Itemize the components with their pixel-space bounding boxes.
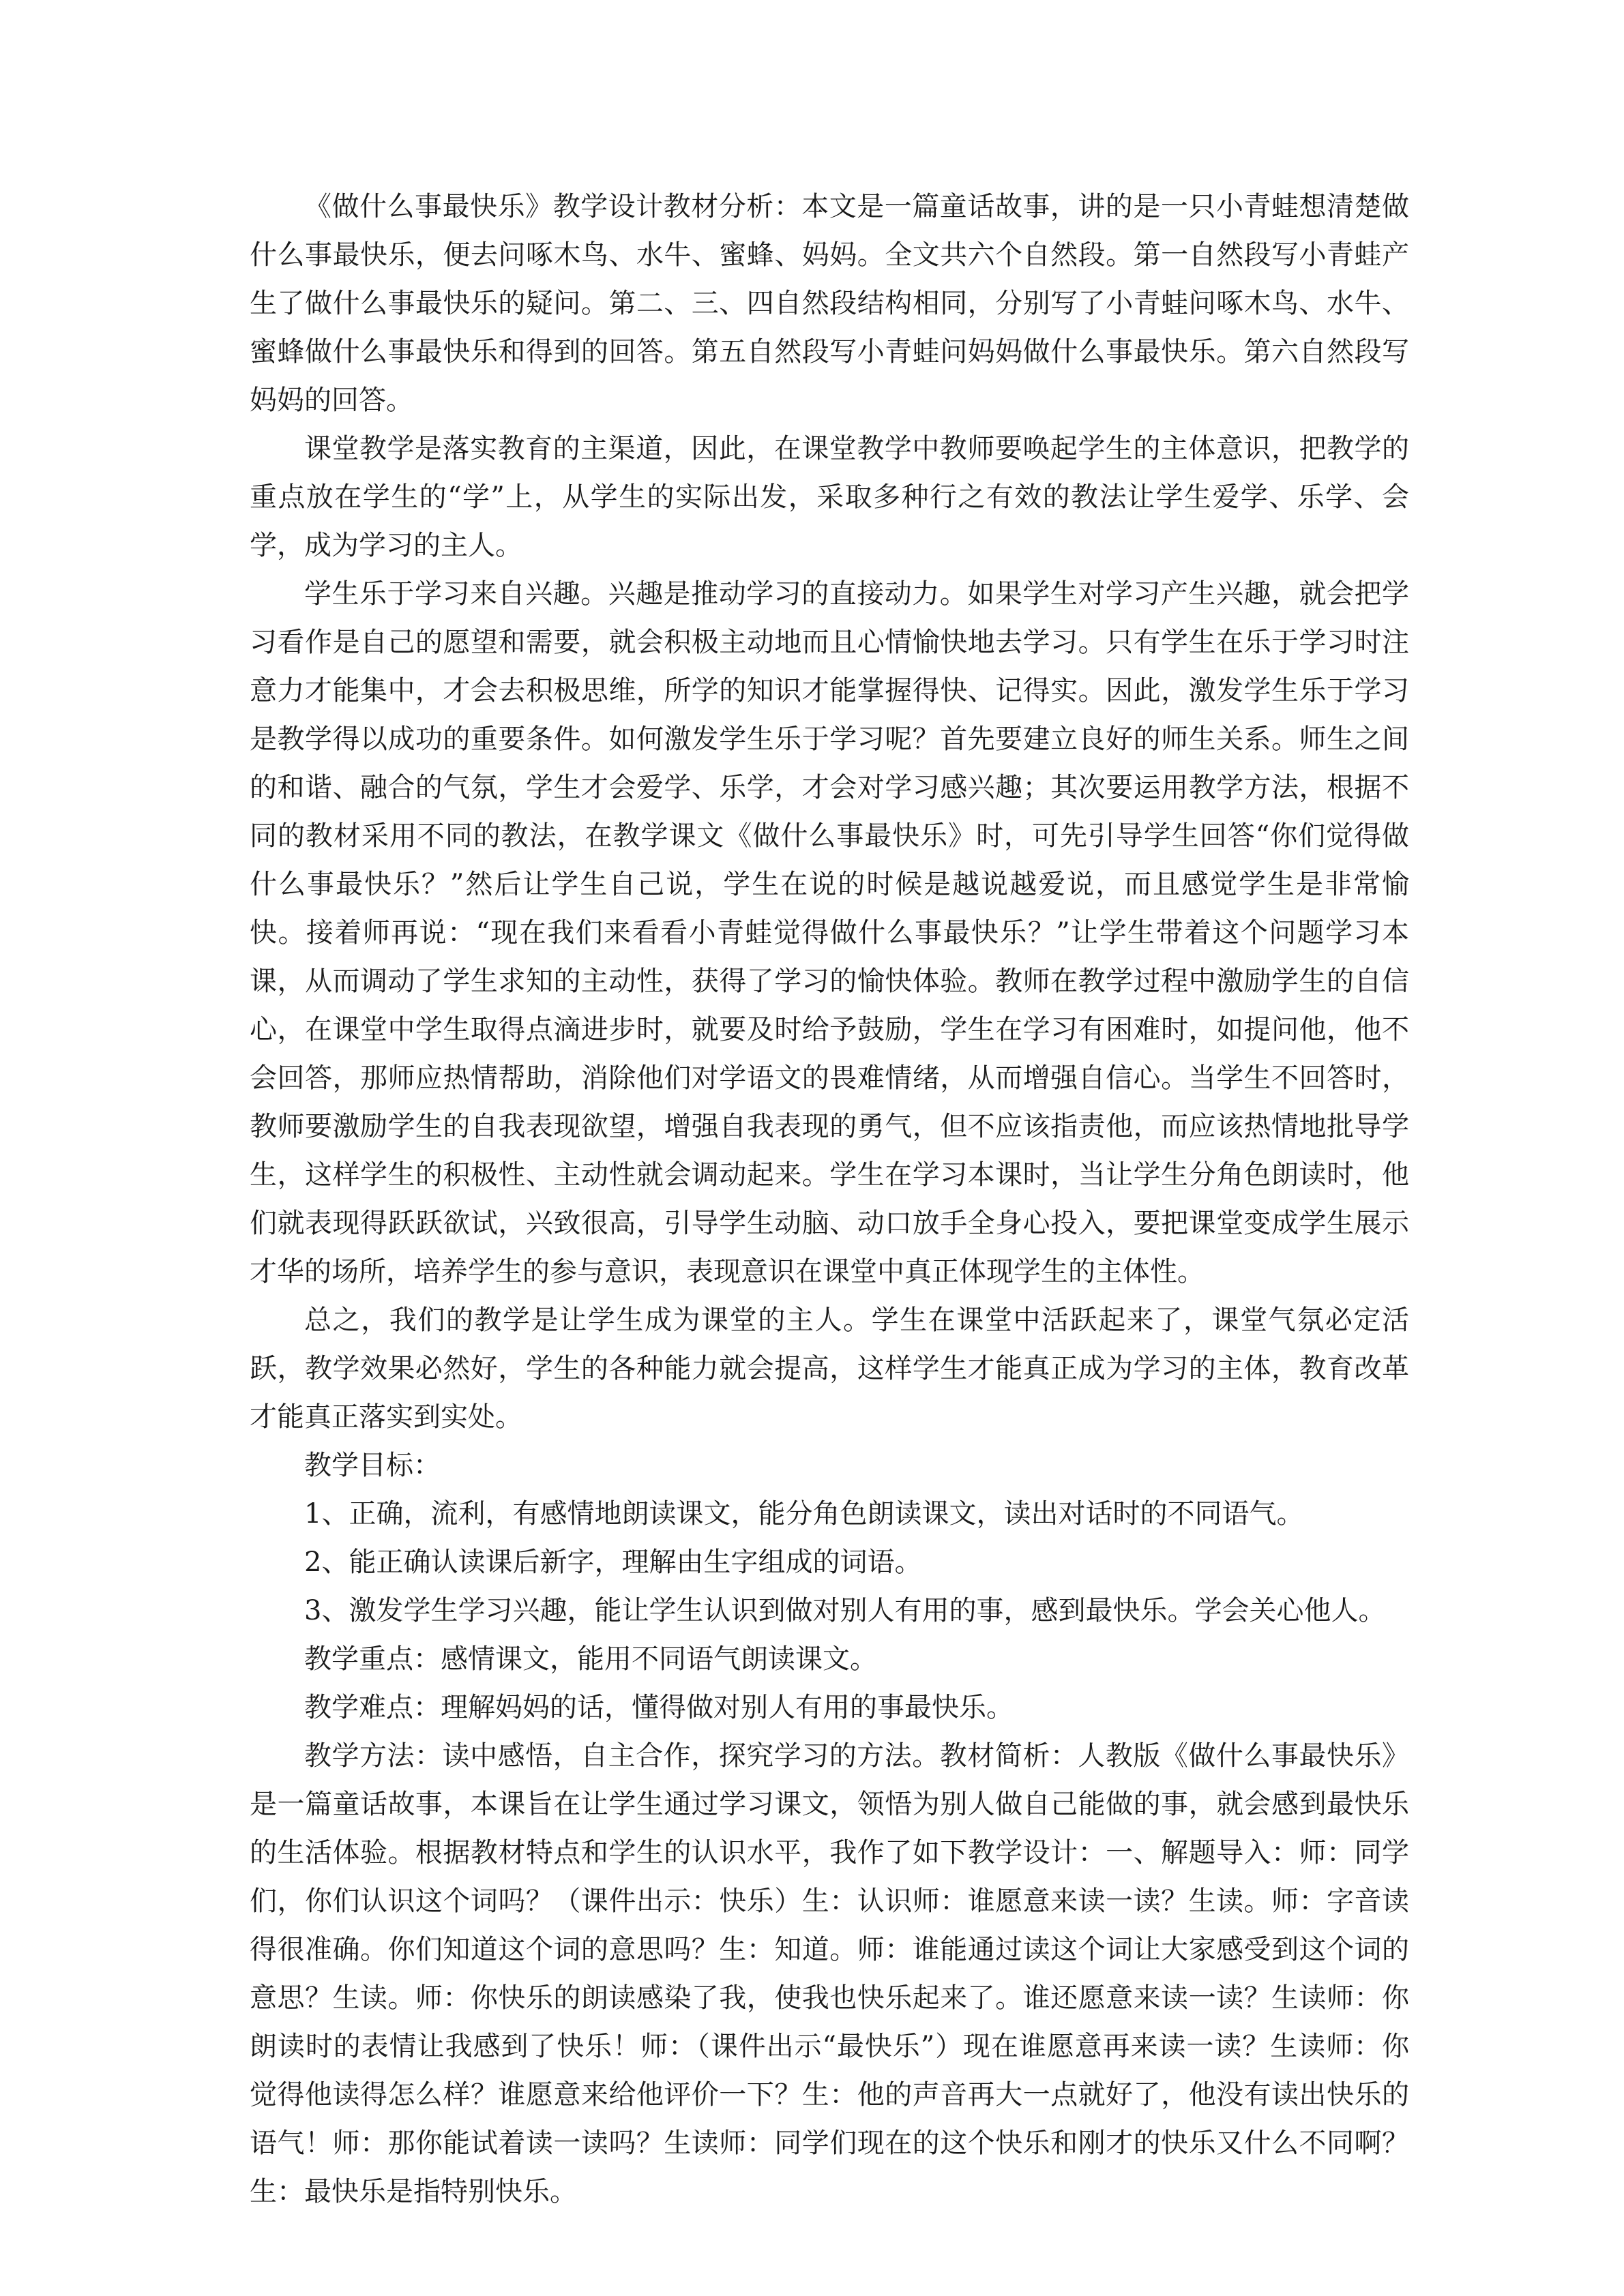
paragraph-material-analysis: 《做什么事最快乐》教学设计教材分析：本文是一篇童话故事，讲的是一只小青蛙想清楚做什么事最快乐，便去问啄木鸟、水牛、蜜蜂、妈妈。全文共六个自然段。第一自然段写小青蛙产生了做什么事最快乐的疑问。第二、三、四自然段结构相同，分别写了小青蛙问啄木鸟、水牛、蜜蜂做什么事最快乐和得到的回答。第五自然段写小青蛙问妈妈做什么事最快乐。第六自然段写妈妈的回答。 [250, 191, 1409, 416]
paragraph-teaching-difficulty: 教学难点：理解妈妈的话，懂得做对别人有用的事最快乐。 [304, 1692, 1014, 1723]
goal-item-1: 1、正确，流利，有感情地朗读课文，能分角色朗读课文，读出对话时的不同语气。 [304, 1498, 1304, 1530]
document-page [250, 183, 1409, 2216]
goal-item-2: 2、能正确认读课后新字，理解由生字组成的词语。 [304, 1547, 922, 1578]
paragraph-teaching-focus: 教学重点：感情课文，能用不同语气朗读课文。 [304, 1643, 877, 1675]
paragraph-classroom-teaching: 课堂教学是落实教育的主渠道，因此，在课堂教学中教师要唤起学生的主体意识，把教学的重点放在学生的“学”上，从学生的实际出发，采取多种行之有效的教法让学生爱学、乐学、会学，成为学习的主人。 [250, 433, 1409, 561]
heading-teaching-goals: 教学目标： [304, 1450, 441, 1481]
goal-item-3: 3、激发学生学习兴趣，能让学生认识到做对别人有用的事，感到最快乐。学会关心他人。 [304, 1595, 1386, 1626]
paragraph-learning-interest: 学生乐于学习来自兴趣。兴趣是推动学习的直接动力。如果学生对学习产生兴趣，就会把学习看作是自己的愿望和需要，就会积极主动地而且心情愉快地去学习。只有学生在乐于学习时注意力才能集中，才会去积极思维，所学的知识才能掌握得快、记得实。因此，激发学生乐于学习是教学得以成功的重要条件。如何激发学生乐于学习呢？首先要建立良好的师生关系。师生之间的和谐、融合的气氛，学生才会爱学、乐学，才会对学习感兴趣；其次要运用教学方法，根据不同的教材采用不同的教法，在教学课文《做什么事最快乐》时，可先引导学生回答“你们觉得做什么事最快乐？”然后让学生自己说，学生在说的时候是越说越爱说，而且感觉学生是非常愉快。接着师再说：“现在我们来看看小青蛙觉得做什么事最快乐？”让学生带着这个问题学习本课，从而调动了学生求知的主动性，获得了学习的愉快体验。教师在教学过程中激励学生的自信心，在课堂中学生取得点滴进步时，就要及时给予鼓励，学生在学习有困难时，如提问他，他不会回答，那师应热情帮助，消除他们对学语文的畏难情绪，从而增强自信心。当学生不回答时，教师要激励学生的自我表现欲望，增强自我表现的勇气，但不应该指责他，而应该热情地批导学生，这样学生的积极性、主动性就会调动起来。学生在学习本课时，当让学生分角色朗读时，他们就表现得跃跃欲试，兴致很高，引导学生动脑、动口放手全身心投入，要把课堂变成学生展示才华的场所，培养学生的参与意识，表现意识在课堂中真正体现学生的主体性。 [250, 578, 1409, 1287]
paragraph-teaching-method: 教学方法：读中感悟，自主合作，探究学习的方法。教材简析：人教版《做什么事最快乐》是一篇童话故事，本课旨在让学生通过学习课文，领悟为别人做自己能做的事，就会感到最快乐的生活体验。根据教材特点和学生的认识水平，我作了如下教学设计：一、解题导入：师：同学们，你们认识这个词吗？（课件出示：快乐）生：认识师：谁愿意来读一读？生读。师：字音读得很准确。你们知道这个词的意思吗？生：知道。师：谁能通过读这个词让大家感受到这个词的意思？生读。师：你快乐的朗读感染了我，使我也快乐起来了。谁还愿意来读一读？生读师：你朗读时的表情让我感到了快乐！师：（课件出示“最快乐”）现在谁愿意再来读一读？生读师：你觉得他读得怎么样？谁愿意来给他评价一下？生：他的声音再大一点就好了，他没有读出快乐的语气！师：那你能试着读一读吗？生读师：同学们现在的这个快乐和刚才的快乐又什么不同啊？生：最快乐是指特别快乐。 [250, 1740, 1409, 2207]
paragraph-summary: 总之，我们的教学是让学生成为课堂的主人。学生在课堂中活跃起来了，课堂气氛必定活跃，教学效果必然好，学生的各种能力就会提高，这样学生才能真正成为学习的主体，教育改革才能真正落实到实处。 [250, 1304, 1409, 1433]
